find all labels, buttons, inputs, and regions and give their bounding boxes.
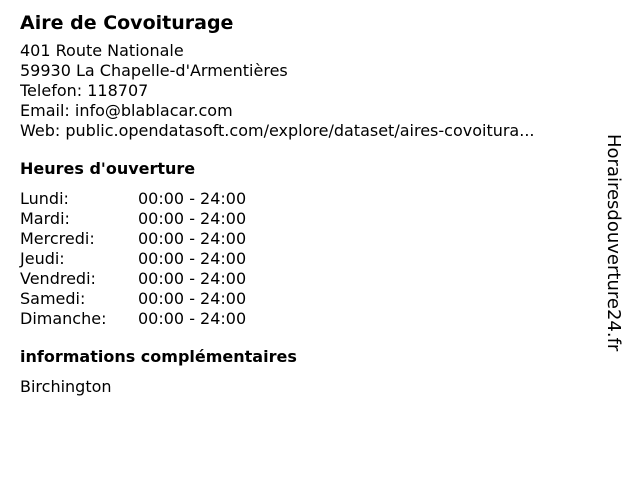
day-label: Lundi:: [20, 189, 69, 208]
address-line-2: 59930 La Chapelle-d'Armentières: [20, 61, 288, 80]
hours-row-wednesday: [20, 229, 600, 249]
day-label: Mardi:: [20, 209, 70, 228]
place-title: Aire de Covoiturage: [20, 12, 234, 34]
day-label: Jeudi:: [20, 249, 65, 268]
time-range: 00:00 - 24:00: [138, 289, 247, 308]
email-text: Email: info@blablacar.com: [20, 101, 233, 120]
hours-row-saturday: [20, 289, 600, 309]
opening-hours-list: [20, 189, 600, 329]
time-range: 00:00 - 24:00: [138, 249, 247, 268]
website-text: Web: public.opendatasoft.com/explore/dataset/aires-covoitura...: [20, 121, 535, 140]
time-range: 00:00 - 24:00: [138, 189, 247, 208]
day-label: Mercredi:: [20, 229, 95, 248]
phone-text: Telefon: 118707: [20, 81, 149, 100]
day-label: Dimanche:: [20, 309, 107, 328]
day-label: Vendredi:: [20, 269, 96, 288]
time-range: 00:00 - 24:00: [138, 209, 247, 228]
hours-row-tuesday: [20, 209, 600, 229]
hours-row-thursday: [20, 249, 600, 269]
hours-row-monday: [20, 189, 600, 209]
time-range: 00:00 - 24:00: [138, 229, 247, 248]
site-watermark: Horairesdouverture24.fr: [603, 134, 624, 352]
hours-row-friday: [20, 269, 600, 289]
additional-info-heading: informations complémentaires: [20, 347, 297, 366]
address-line-1: 401 Route Nationale: [20, 41, 184, 60]
hours-row-sunday: [20, 309, 600, 329]
time-range: 00:00 - 24:00: [138, 309, 247, 328]
place-card: [20, 10, 600, 397]
time-range: 00:00 - 24:00: [138, 269, 247, 288]
additional-info-text: Birchington: [20, 377, 112, 396]
opening-hours-heading: Heures d'ouverture: [20, 159, 196, 178]
day-label: Samedi:: [20, 289, 86, 308]
